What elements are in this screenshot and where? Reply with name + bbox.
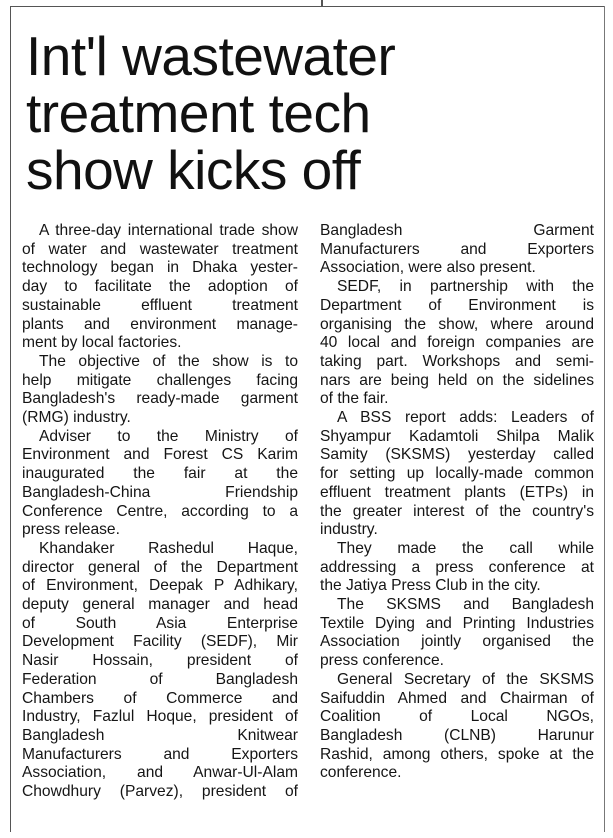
article-text-line: Nasir Hossain, president of <box>22 652 298 670</box>
article-text-line: of the fair. <box>320 390 389 408</box>
article-text-line: Environment and Forest CS Karim <box>22 446 298 464</box>
article-text-line: Chowdhury (Parvez), president of <box>22 783 298 801</box>
article-text-line: Industry, Fazlul Hoque, president of <box>22 708 298 726</box>
article-text-line: for setting up locally-made common <box>320 465 594 483</box>
article-text-line: Shyampur Kadamtoli Shilpa Malik <box>320 427 594 445</box>
article-text-line: Samity (SKSMS) yesterday called <box>320 446 594 464</box>
article-text-line: effluent treatment plants (ETPs) in <box>320 483 594 501</box>
article-text-line: Saifuddin Ahmed and Chairman of <box>320 689 594 707</box>
article-text-line: Chambers of Commerce and <box>22 689 298 707</box>
article-text-line: of Environment, Deepak P Adhikary, <box>22 577 298 595</box>
article-text-line: 40 local and foreign companies are <box>320 334 594 352</box>
article-text-line: A three-day international trade show <box>39 222 298 239</box>
article-text-line: Bangladesh Garment <box>320 222 594 239</box>
top-border-tick <box>321 0 323 6</box>
article-text-line: Khandaker Rashedul Haque, <box>39 539 298 557</box>
article-text-line: Textile Dying and Printing Industries <box>320 614 594 632</box>
article-text-line: the greater interest of the country's <box>320 502 594 520</box>
article-text-line: Development Facility (SEDF), Mir <box>22 633 298 651</box>
article-text-line: day to facilitate the adoption of <box>22 278 298 296</box>
article-text-line: Association, and Anwar-Ul-Alam <box>22 764 298 782</box>
headline-line: treatment tech <box>26 82 371 144</box>
article-text-line: technology began in Dhaka yester- <box>22 259 298 277</box>
article-text-line: conference. <box>320 764 402 782</box>
article-text-line: Association jointly organised the <box>320 633 594 651</box>
article-text-line: ment by local factories. <box>22 334 182 352</box>
article-text-line: (RMG) industry. <box>22 409 131 427</box>
article-text-line: of South Asia Enterprise <box>22 614 298 632</box>
article-text-line: plants and environment manage- <box>22 315 298 333</box>
article-text-line: Bangladesh-China Friendship <box>22 483 298 501</box>
article-text-line: Federation of Bangladesh <box>22 670 298 688</box>
article-text-line: Bangladesh (CLNB) Harunur <box>320 726 594 744</box>
article-text-line: press release. <box>22 521 120 539</box>
article-text-line: Manufacturers and Exporters <box>22 745 298 763</box>
article-text-line: The SKSMS and Bangladesh <box>337 596 594 614</box>
article-text-line: deputy general manager and head <box>22 596 298 614</box>
article-text-line: sustainable effluent treatment <box>22 296 298 314</box>
article-text-line: of water and wastewater treatment <box>22 240 298 258</box>
article-text-line: nars are being held on the sidelines <box>320 371 594 389</box>
article-text-line: inaugurated the fair at the <box>22 465 298 483</box>
article-text-line: help mitigate challenges facing <box>22 371 298 389</box>
article-text-line: Department of Environment is <box>320 296 594 314</box>
article-text-line: Coalition of Local NGOs, <box>320 708 594 726</box>
article-text-line: taking part. Workshops and semi- <box>320 352 594 370</box>
article-text-line: Association, were also present. <box>320 259 536 277</box>
article-text-line: Bangladesh's ready-made garment <box>22 390 298 408</box>
headline-line: show kicks off <box>26 139 361 201</box>
article-text-line: organising the show, where around <box>320 315 594 333</box>
article-text-line: Manufacturers and Exporters <box>320 240 594 258</box>
article-text-line: The objective of the show is to <box>39 352 298 370</box>
right-border-rule <box>604 6 605 832</box>
article-text-line: General Secretary of the SKSMS <box>337 670 594 688</box>
article-column-right <box>320 222 594 783</box>
article-text-line: A BSS report adds: Leaders of <box>337 409 594 427</box>
article-column-left <box>22 222 298 802</box>
article-text-line: addressing a press conference at <box>320 558 594 576</box>
article-text-line: They made the call while <box>337 539 594 557</box>
article-text-line: SEDF, in partnership with the <box>337 278 594 296</box>
left-border-rule <box>10 6 11 832</box>
article-headline <box>26 25 596 201</box>
top-border-rule <box>10 6 605 7</box>
article-text-line: industry. <box>320 521 378 539</box>
article-text-line: director general of the Department <box>22 558 298 576</box>
article-text-line: Adviser to the Ministry of <box>39 427 298 445</box>
article-text-line: Rashid, among others, spoke at the <box>320 745 594 763</box>
article-text-line: Bangladesh Knitwear <box>22 726 298 744</box>
article-text-line: the Jatiya Press Club in the city. <box>320 577 541 595</box>
article-text-line: Conference Centre, according to a <box>22 502 298 520</box>
headline-line: Int'l wastewater <box>26 25 396 87</box>
article-text-line: press conference. <box>320 652 444 670</box>
